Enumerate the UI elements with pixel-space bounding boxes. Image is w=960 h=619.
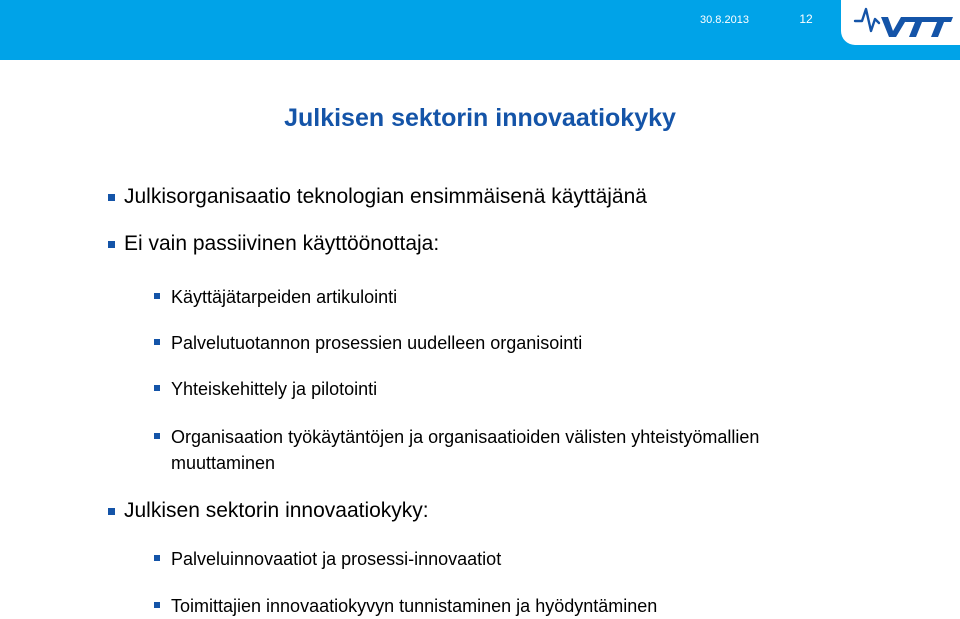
bullet-item: Julkisorganisaatio teknologian ensimmäisenä käyttäjänä <box>124 185 647 208</box>
sub-bullet-marker <box>154 602 160 608</box>
bullet-marker <box>108 194 115 201</box>
sub-bullet-item: Toimittajien innovaatiokyvyn tunnistaminen ja hyödyntäminen <box>171 596 658 616</box>
sub-bullet-item: Palvelutuotannon prosessien uudelleen organisointi <box>171 333 583 353</box>
header-bar <box>0 0 960 60</box>
sub-bullet-marker <box>154 339 160 345</box>
sub-bullet-marker <box>154 433 160 439</box>
logo-container <box>841 0 960 45</box>
bullet-item: Julkisen sektorin innovaatiokyky: <box>124 499 429 522</box>
sub-bullet-marker <box>154 555 160 561</box>
sub-bullet-item: Käyttäjätarpeiden artikulointi <box>171 287 398 307</box>
sub-bullet-marker <box>154 385 160 391</box>
sub-bullet-item: Palveluinnovaatiot ja prosessi-innovaatiot <box>171 549 502 569</box>
bullet-marker <box>108 508 115 515</box>
bullet-marker <box>108 241 115 248</box>
bullet-item: Ei vain passiivinen käyttöönottaja: <box>124 232 440 255</box>
vtt-logo-icon <box>853 5 953 39</box>
sub-bullet-item: Organisaation työkäytäntöjen ja organisaatioiden välisten yhteistyömallien muuttaminen <box>171 427 760 473</box>
sub-bullet-marker <box>154 293 160 299</box>
slide-date: 30.8.2013 <box>700 14 749 26</box>
sub-bullet-item: Yhteiskehittely ja pilotointi <box>171 379 378 399</box>
slide-page-number: 12 <box>799 12 813 26</box>
slide-title: Julkisen sektorin innovaatiokyky <box>284 104 676 132</box>
